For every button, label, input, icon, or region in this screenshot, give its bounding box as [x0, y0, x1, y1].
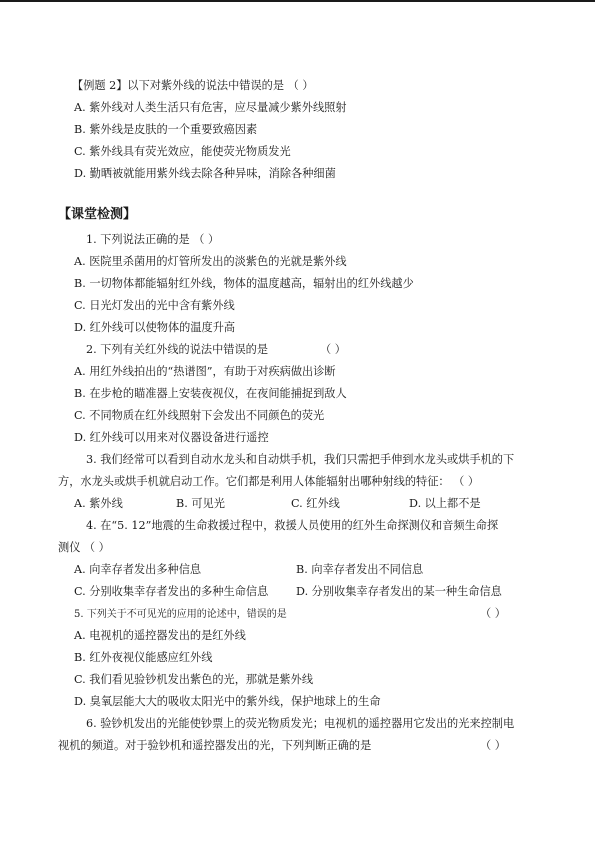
q4-option-d: D. 分别收集幸存者发出的某一种生命信息	[296, 585, 502, 598]
example2-option-b: B. 紫外线是皮肤的一个重要致癌因素	[74, 123, 258, 136]
q6-answer-blank: （ ）	[480, 739, 506, 752]
q4-option-c: C. 分别收集幸存者发出的多种生命信息	[74, 585, 269, 598]
q2-option-c: C. 不同物质在红外线照射下会发出不同颜色的荧光	[74, 409, 325, 422]
q5-stem: 5. 下列关于不可见光的应用的论述中，错误的是	[74, 609, 287, 620]
q1-option-c: C. 日光灯发出的光中含有紫外线	[74, 299, 235, 312]
q5-option-c: C. 我们看见验钞机发出紫色的光，那就是紫外线	[74, 673, 314, 686]
q2-option-b: B. 在步枪的瞄准器上安装夜视仪，在夜间能捕捉到敌人	[74, 387, 347, 400]
example2-stem: 【例题 2】以下对紫外线的说法中错误的是 （ ）	[72, 79, 314, 92]
q1-option-a: A. 医院里杀菌用的灯管所发出的淡紫色的光就是紫外线	[74, 255, 347, 268]
q1-option-d: D. 红外线可以使物体的温度升高	[74, 321, 236, 334]
example2-option-d: D. 勤晒被就能用紫外线去除各种异味，消除各种细菌	[74, 167, 336, 180]
q3-option-a: A. 紫外线	[74, 497, 123, 510]
q3-option-b: B. 可见光	[176, 497, 225, 510]
q4-option-b: B. 向幸存者发出不同信息	[296, 563, 424, 576]
example2-option-a: A. 紫外线对人类生活只有危害，应尽量减少紫外线照射	[74, 101, 347, 114]
q6-line1: 6. 验钞机发出的光能使钞票上的荧光物质发光；电视机的遥控器用它发出的光来控制电	[86, 717, 515, 730]
q4-line1: 4. 在“5. 12”地震的生命救援过程中，救援人员使用的红外生命探测仪和音频生命探	[86, 519, 499, 532]
q5-option-d: D. 臭氧层能大大的吸收太阳光中的紫外线，保护地球上的生命	[74, 695, 381, 708]
q3-line1: 3. 我们经常可以看到自动水龙头和自动烘手机，我们只需把手伸到水龙头或烘手机的下	[86, 453, 515, 466]
q3-line2: 方，水龙头或烘手机就启动工作。它们都是利用人体能辐射出哪种射线的特征： （ ）	[58, 475, 480, 488]
q3-option-c: C. 红外线	[291, 497, 340, 510]
q5-option-b: B. 红外夜视仪能感应红外线	[74, 651, 213, 664]
q1-option-b: B. 一切物体都能辐射红外线，物体的温度越高，辐射出的红外线越少	[74, 277, 414, 290]
q4-line2: 测仪 （ ）	[58, 541, 110, 554]
q3-option-d: D. 以上都不是	[409, 497, 481, 510]
example2-option-c: C. 紫外线具有荧光效应，能使荧光物质发光	[74, 145, 291, 158]
q1-stem: 1. 下列说法正确的是 （ ）	[86, 233, 220, 246]
q4-option-a: A. 向幸存者发出多种信息	[74, 563, 202, 576]
q2-answer-blank: （ ）	[320, 343, 346, 356]
q2-option-a: A. 用红外线拍出的“热谱图”，有助于对疾病做出诊断	[74, 365, 336, 378]
top-rule	[0, 0, 595, 2]
q6-line2: 视机的频道。对于验钞机和遥控器发出的光，下列判断正确的是	[58, 739, 372, 752]
q2-stem: 2. 下列有关红外线的说法中错误的是	[86, 343, 269, 356]
q2-option-d: D. 红外线可以用来对仪器设备进行遥控	[74, 431, 269, 444]
q5-option-a: A. 电视机的遥控器发出的是红外线	[74, 629, 246, 642]
q5-answer-blank: （ ）	[480, 607, 506, 620]
section-title: 【课堂检测】	[58, 207, 137, 222]
